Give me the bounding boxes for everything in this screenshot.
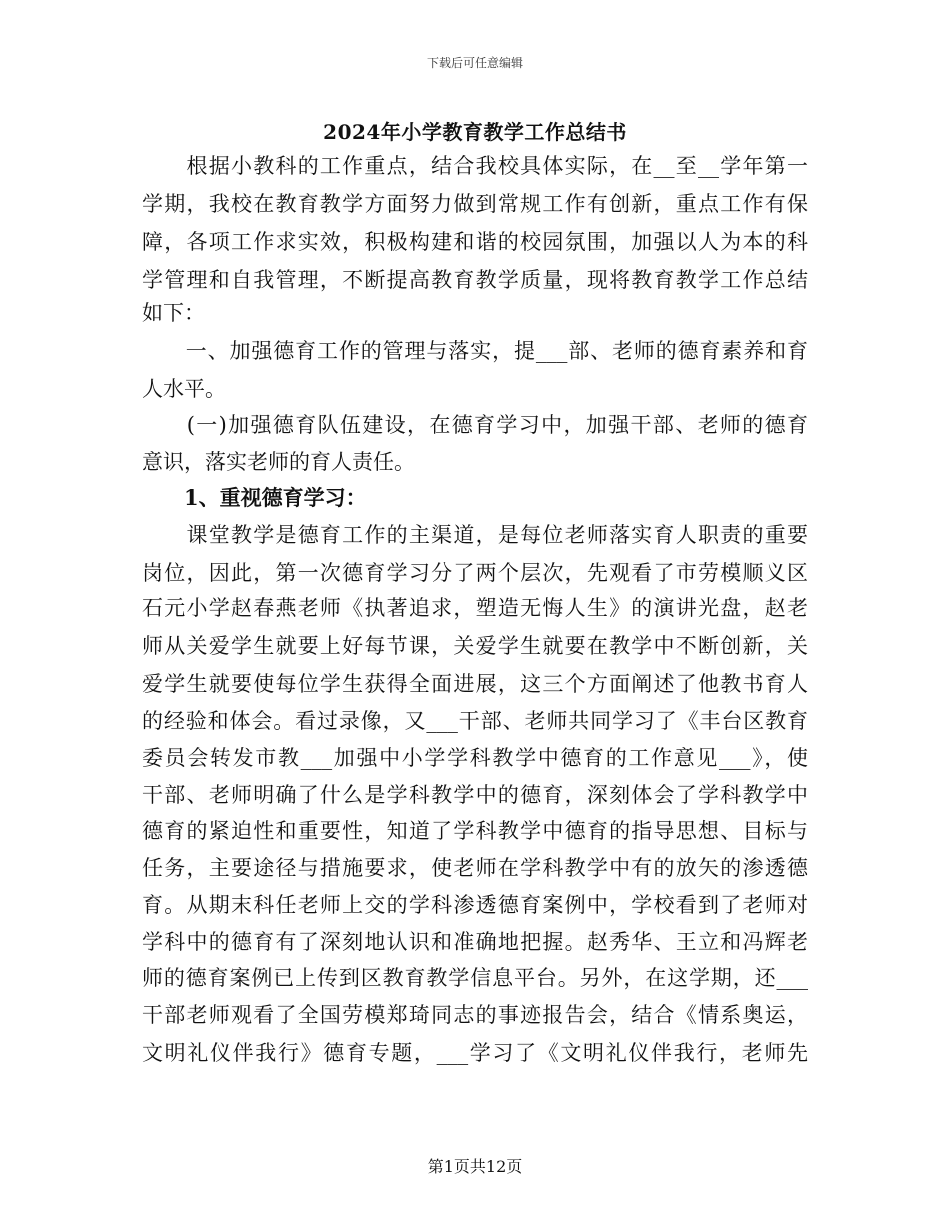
body-line: 岗位，因此，第一次德育学习分了两个层次，先观看了市劳模顺义区 xyxy=(142,561,808,585)
body-line: 学期，我校在教育教学方面努力做到常规工作有创新，重点工作有保 xyxy=(142,192,808,216)
body-line: 文明礼仪伴我行》德育专题，___学习了《文明礼仪伴我行，老师先 xyxy=(142,1041,808,1065)
document-title: 2024年小学教育教学工作总结书 xyxy=(323,120,627,144)
body-line: (一)加强德育队伍建设，在德育学习中，加强干部、老师的德育 xyxy=(142,413,808,437)
body-line: 障，各项工作求实效，积极构建和谐的校园氛围，加强以人为本的科 xyxy=(142,230,808,254)
body-line: 如下： xyxy=(142,301,205,325)
body-line: 人水平。 xyxy=(142,377,226,401)
body-line: 的经验和体会。看过录像，又___干部、老师共同学习了《丰台区教育 xyxy=(142,709,808,733)
page-footer-number: 第1页共12页 xyxy=(427,1157,523,1176)
section-heading: 1、重视德育学习： xyxy=(142,485,367,510)
body-line: 委员会转发市教___加强中小学学科教学中德育的工作意见___》，使 xyxy=(142,746,808,770)
body-line: 师从关爱学生就要上好每节课，关爱学生就要在教学中不断创新，关 xyxy=(142,634,808,658)
body-line: 干部老师观看了全国劳模郑琦同志的事迹报告会，结合《情系奥运， xyxy=(142,1003,808,1027)
body-line: 任务，主要途径与措施要求，使老师在学科教学中有的放矢的渗透德 xyxy=(142,856,808,880)
body-line: 师的德育案例已上传到区教育教学信息平台。另外，在这学期，还___ xyxy=(142,966,808,990)
body-line: 学管理和自我管理，不断提高教育教学质量，现将教育教学工作总结 xyxy=(142,268,808,292)
body-line: 石元小学赵春燕老师《执著追求，塑造无悔人生》的演讲光盘，赵老 xyxy=(142,596,808,620)
page-header-note: 下载后可任意编辑 xyxy=(426,56,523,70)
body-line: 干部、老师明确了什么是学科教学中的德育，深刻体会了学科教学中 xyxy=(142,783,808,807)
body-line: 一、加强德育工作的管理与落实，提___部、老师的德育素养和育 xyxy=(142,339,808,363)
body-line: 德育的紧迫性和重要性，知道了学科教学中德育的指导思想、目标与 xyxy=(142,819,808,843)
body-line: 学科中的德育有了深刻地认识和准确地把握。赵秀华、王立和冯辉老 xyxy=(142,930,808,954)
body-line: 意识，落实老师的育人责任。 xyxy=(142,450,415,474)
body-line: 根据小教科的工作重点，结合我校具体实际，在__至__学年第一 xyxy=(142,154,808,178)
body-line: 课堂教学是德育工作的主渠道，是每位老师落实育人职责的重要 xyxy=(142,523,808,547)
body-line: 爱学生就要使每位学生获得全面进展，这三个方面阐述了他教书育人 xyxy=(142,672,808,696)
body-line: 育。从期末科任老师上交的学科渗透德育案例中，学校看到了老师对 xyxy=(142,893,808,917)
